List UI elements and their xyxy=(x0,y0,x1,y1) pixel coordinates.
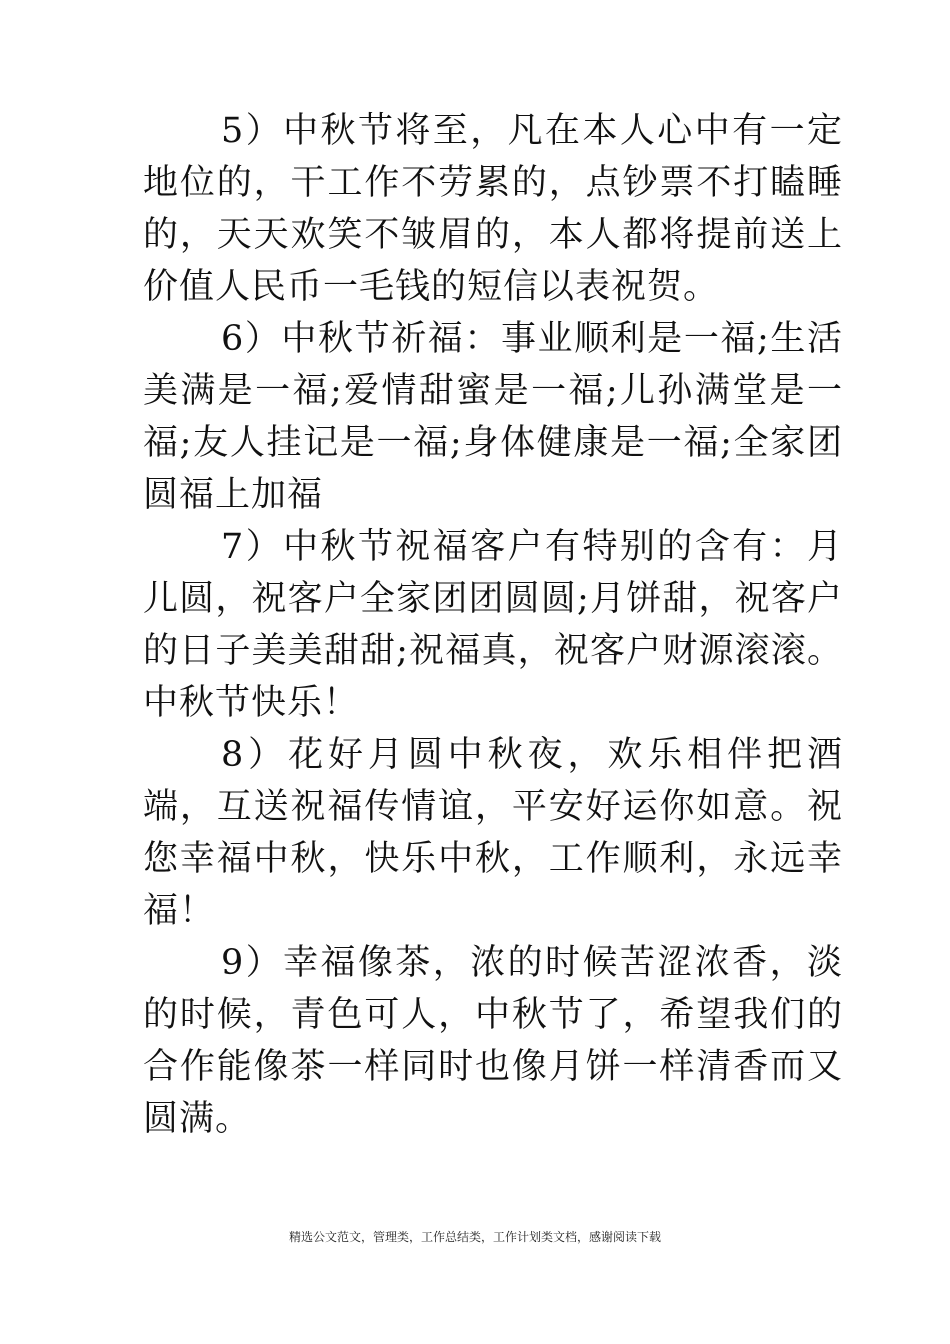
page-footer: 精选公文范文，管理类，工作总结类，工作计划类文档，感谢阅读下载 xyxy=(288,1230,661,1244)
paragraph-6: 6）中秋节祈福：事业顺利是一福;生活美满是一福;爱情甜蜜是一福;儿孙满堂是一福;友人挂记是一福;身体健康是一福;全家团圆福上加福 xyxy=(143,319,843,515)
paragraph-5: 5）中秋节将至，凡在本人心中有一定地位的，干工作不劳累的，点钞票不打瞌睡的，天天欢笑不皱眉的，本人都将提前送上价值人民币一毛钱的短信以表祝贺。 xyxy=(143,111,843,307)
document-body xyxy=(143,105,843,1145)
paragraph-7: 7）中秋节祝福客户有特别的含有：月儿圆，祝客户全家团团圆圆;月饼甜，祝客户的日子美美甜甜;祝福真，祝客户财源滚滚。中秋节快乐！ xyxy=(143,527,843,723)
paragraph-9: 9）幸福像茶，浓的时候苦涩浓香，淡的时候，青色可人，中秋节了，希望我们的合作能像茶一样同时也像月饼一样清香而又圆满。 xyxy=(143,943,843,1139)
paragraph-8: 8）花好月圆中秋夜，欢乐相伴把酒端，互送祝福传情谊，平安好运你如意。祝您幸福中秋，快乐中秋，工作顺利，永远幸福！ xyxy=(143,735,843,931)
